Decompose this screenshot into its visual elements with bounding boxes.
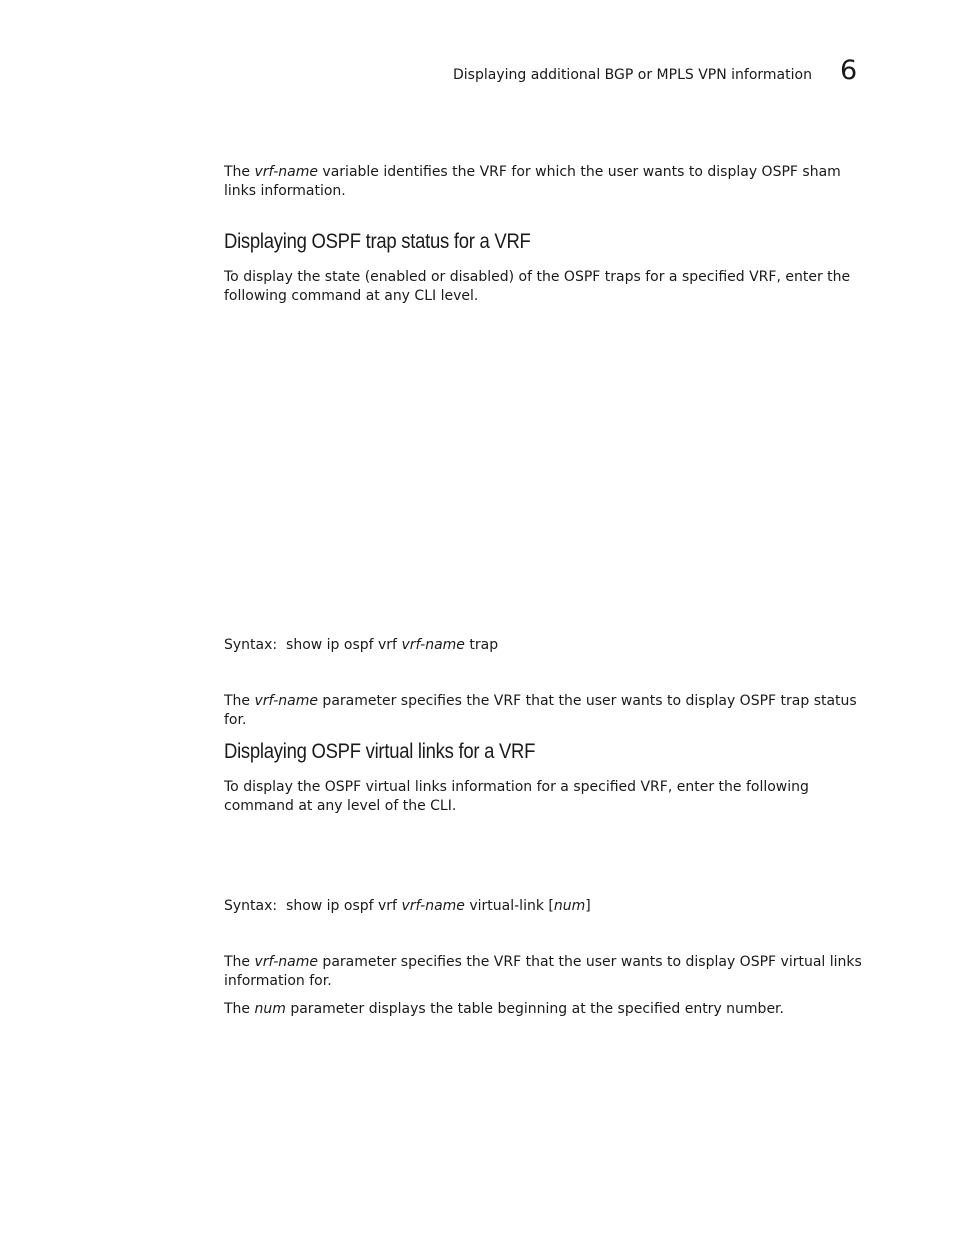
virtual-links-param-vrf-name: The vrf-name parameter specifies the VRF that the user wants to display OSPF virtual links information for. (224, 954, 862, 989)
trap-syntax: Syntax: show ip ospf vrf vrf-name trap (224, 637, 499, 653)
virtual-links-syntax: Syntax: show ip ospf vrf vrf-name virtual-link [num] (224, 898, 591, 914)
section-heading-trap-status: Displaying OSPF trap status for a VRF (224, 230, 531, 253)
virtual-links-param-num: The num parameter displays the table beginning at the specified entry number. (224, 1001, 784, 1017)
intro-paragraph: The vrf-name variable identifies the VRF for which the user wants to display OSPF sham links information. (224, 164, 841, 199)
chapter-number: 6 (840, 55, 858, 86)
variable-vrf-name: vrf-name (254, 164, 318, 180)
virtual-links-description: To display the OSPF virtual links information for a specified VRF, enter the following command at any level of the CLI. (224, 779, 809, 814)
section-heading-virtual-links: Displaying OSPF virtual links for a VRF (224, 740, 536, 763)
trap-description: To display the state (enabled or disabled) of the OSPF traps for a specified VRF, enter the following command at any CLI level. (224, 269, 851, 304)
trap-param-description: The vrf-name parameter specifies the VRF that the user wants to display OSPF trap status for. (224, 693, 857, 728)
running-header: Displaying additional BGP or MPLS VPN information (453, 67, 812, 83)
